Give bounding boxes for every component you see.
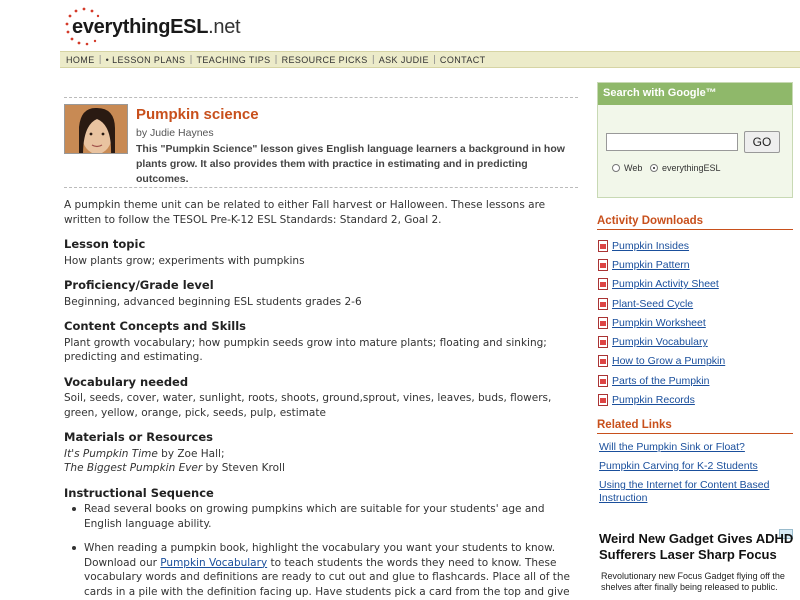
download-link[interactable]: Pumpkin Insides (612, 239, 690, 252)
radio-selected-icon (650, 164, 658, 172)
nav-home[interactable]: HOME (66, 54, 95, 65)
top-nav: HOME | • LESSON PLANS | TEACHING TIPS | RESOURCE PICKS | ASK JUDIE | CONTACT (60, 51, 800, 68)
pdf-icon (598, 278, 608, 290)
divider (64, 97, 578, 98)
byline: by Judie Haynes (136, 127, 214, 139)
section-heading-level: Proficiency/Grade level (64, 278, 214, 292)
go-button[interactable]: GO (744, 131, 780, 153)
nav-lesson-plans[interactable]: • LESSON PLANS (105, 54, 186, 65)
search-input[interactable] (606, 133, 738, 151)
section-heading-sequence: Instructional Sequence (64, 485, 214, 500)
advertisement[interactable] (597, 527, 797, 600)
list-item (598, 294, 794, 313)
section-heading-topic: Lesson topic (64, 237, 146, 251)
pdf-icon (598, 375, 608, 387)
download-link[interactable]: Pumpkin Pattern (612, 258, 690, 271)
list-item (598, 275, 794, 294)
downloads-heading: Activity Downloads (597, 215, 793, 230)
nav-contact[interactable]: CONTACT (439, 54, 486, 65)
list-item (598, 390, 794, 409)
list-item (598, 332, 794, 351)
radio-web[interactable]: Web (612, 163, 642, 173)
downloads-list (598, 236, 794, 410)
nav-ask-judie[interactable]: ASK JUDIE (378, 54, 429, 65)
lead-paragraph: A pumpkin theme unit can be related to either Fall harvest or Halloween. These lessons are written to follow the TESOL Pre-K-12 ESL Standards: Standard 2, Goal 2. (64, 199, 546, 226)
download-link[interactable]: Pumpkin Activity Sheet (612, 278, 719, 291)
list-item (598, 371, 794, 390)
radio-everythingesl[interactable]: everythingESL (650, 163, 721, 173)
download-link[interactable]: How to Grow a Pumpkin (612, 355, 726, 368)
download-link[interactable]: Parts of the Pumpkin (612, 374, 710, 387)
author-photo (64, 104, 128, 154)
list-item (598, 236, 794, 255)
list-item (598, 352, 794, 371)
section-heading-materials: Materials or Resources (64, 430, 213, 444)
section-text-vocab: Soil, seeds, cover, water, sunlight, roots, shoots, ground,sprout, vines, leaves, buds, flowers, green, yellow, orange, pick, seeds, pulp, estimate (64, 392, 552, 419)
list-item (598, 313, 794, 332)
divider (64, 187, 578, 188)
nav-resource-picks[interactable]: RESOURCE PICKS (281, 54, 368, 65)
sequence-list (64, 502, 580, 599)
list-item (598, 255, 794, 274)
pumpkin-vocabulary-link[interactable]: Pumpkin Vocabulary (160, 556, 268, 569)
pdf-icon (598, 240, 608, 252)
pdf-icon (598, 317, 608, 329)
download-link[interactable]: Plant-Seed Cycle (612, 297, 694, 310)
intro-summary: This "Pumpkin Science" lesson gives English language learners a background in how plants grow. It also provides them with practice in estimating and in predicting outcomes. (136, 143, 565, 185)
section-heading-concepts: Content Concepts and Skills (64, 319, 247, 333)
related-link[interactable]: Will the Pumpkin Sink or Float? (599, 441, 745, 453)
pdf-icon (598, 298, 608, 310)
section-text-concepts: Plant growth vocabulary; how pumpkin seeds grow into mature plants; floating and sinking; predicting and estimating. (64, 336, 547, 363)
material-item: The Biggest Pumpkin Ever by Steven Kroll (64, 462, 285, 474)
section-text-level: Beginning, advanced beginning ESL students grades 2-6 (64, 295, 362, 308)
google-search-box (597, 82, 793, 198)
list-item: When reading a pumpkin book, highlight the vocabulary you want your students to know. Download our Pumpkin Vocabulary to teach students the words they need to know. These vocabulary words and definitions are ready to cut out and glue to flashcards. Place all of the cards in a pile with the definition facing up. Have students pick a card from the top and give (64, 541, 580, 599)
page-title: Pumpkin science (136, 106, 259, 123)
download-link[interactable]: Pumpkin Worksheet (612, 316, 706, 329)
download-link[interactable]: Pumpkin Vocabulary (612, 336, 708, 349)
section-text-topic: How plants grow; experiments with pumpkins (64, 254, 305, 267)
search-heading: Search with Google™ (598, 83, 792, 105)
radio-icon (612, 164, 620, 172)
list-item: Read several books on growing pumpkins which are suitable for your students' age and English language ability. (64, 502, 580, 531)
download-link[interactable]: Pumpkin Records (612, 394, 695, 407)
pdf-icon (598, 259, 608, 271)
pdf-icon (598, 336, 608, 348)
related-link[interactable]: Using the Internet for Content Based Instruction (599, 479, 770, 504)
related-list (599, 441, 795, 511)
pdf-icon (598, 355, 608, 367)
pdf-icon (598, 394, 608, 406)
logo-text: everythingESL.net (72, 16, 241, 38)
article-body (64, 198, 580, 600)
ad-headline[interactable]: Weird New Gadget Gives ADHD Sufferers Laser Sharp Focus (599, 531, 794, 562)
related-heading: Related Links (597, 419, 793, 434)
related-link[interactable]: Pumpkin Carving for K-2 Students (599, 460, 758, 472)
ad-body[interactable]: Revolutionary new Focus Gadget flying off the shelves after finally being released to public. (601, 571, 785, 592)
nav-teaching-tips[interactable]: TEACHING TIPS (196, 54, 271, 65)
section-heading-vocab: Vocabulary needed (64, 374, 189, 389)
site-logo[interactable] (64, 6, 264, 46)
material-item: It's Pumpkin Time by Zoe Hall; (64, 447, 225, 460)
